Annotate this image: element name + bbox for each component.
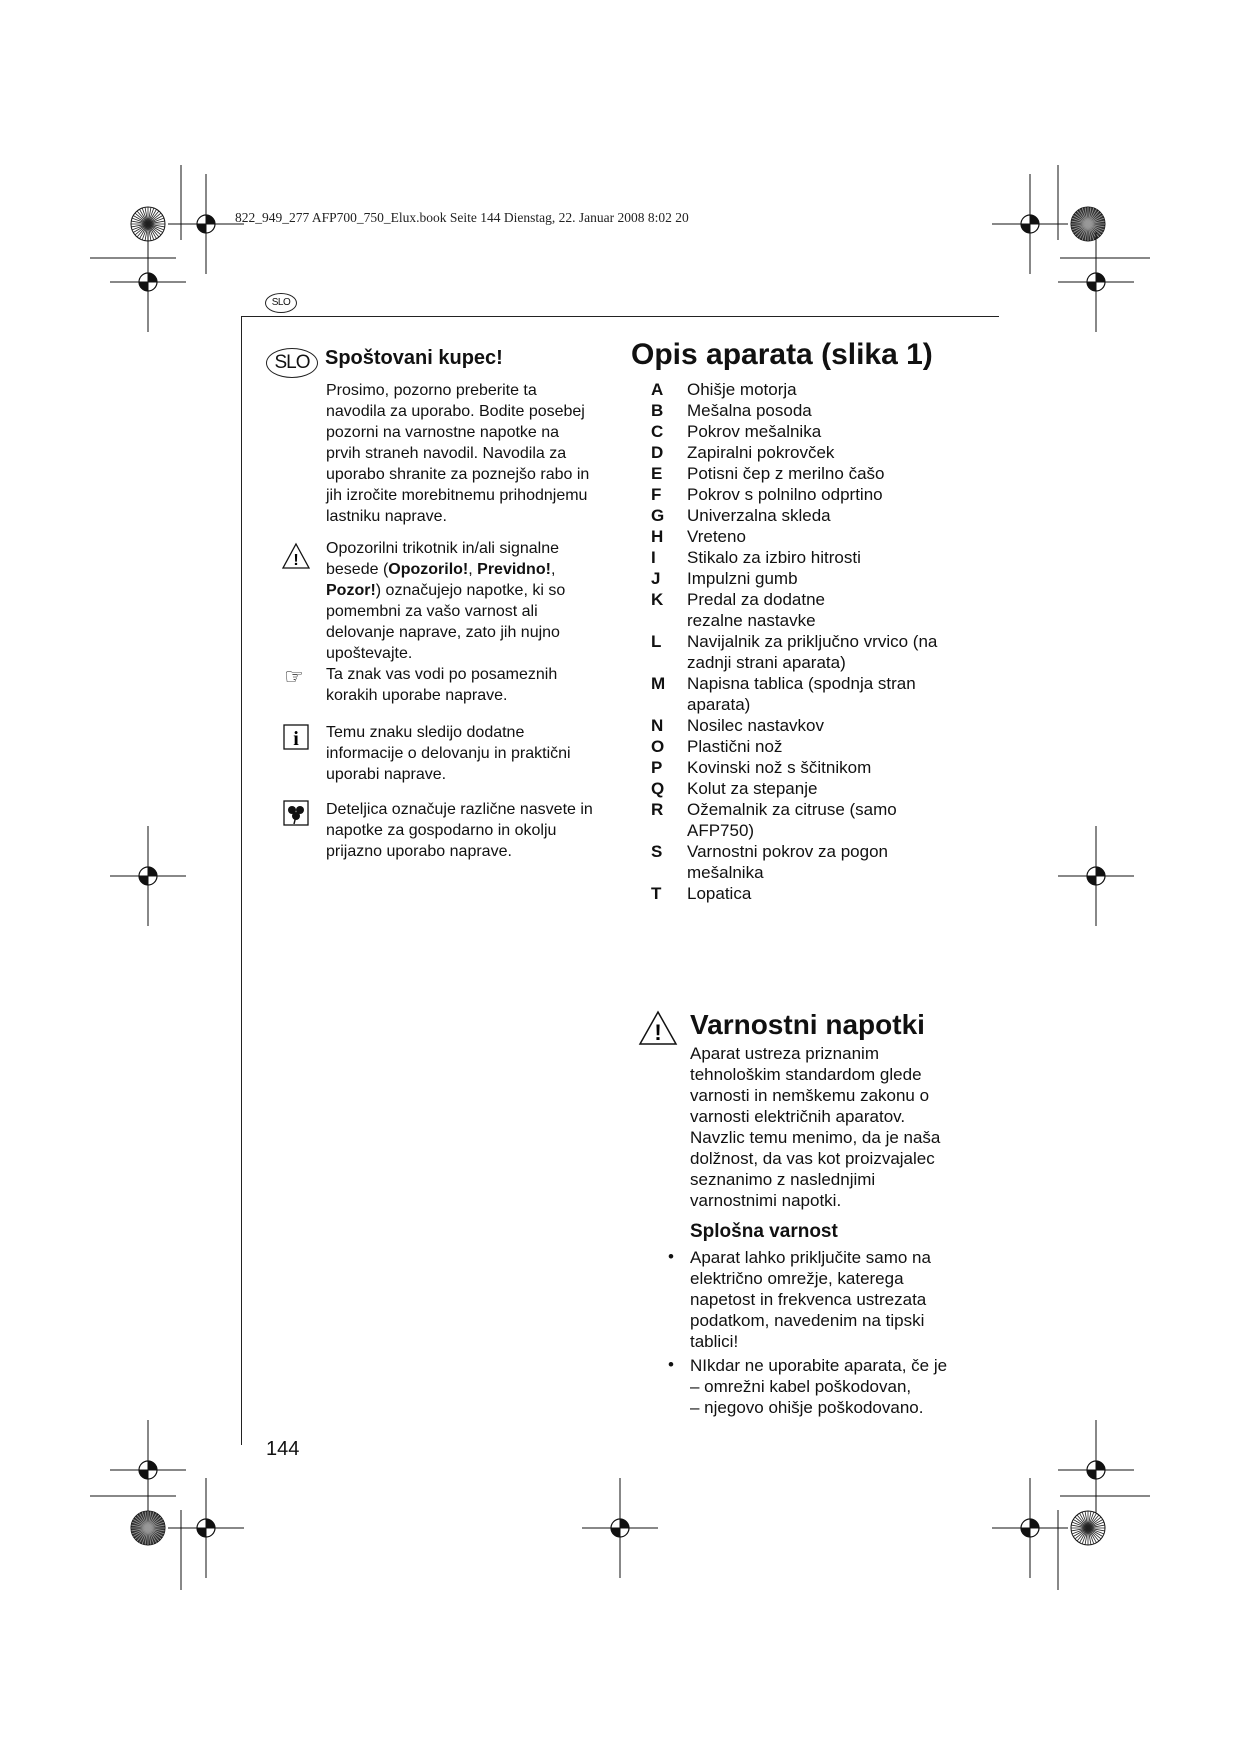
note-line: napotke za gospodarno in okolju <box>326 822 557 839</box>
language-badge-small: SLO <box>265 293 297 313</box>
part-letter: K <box>651 590 664 609</box>
part-label: Univerzalna skleda <box>687 506 831 525</box>
bullet-line: NIkdar ne uporabite aparata, če je <box>690 1356 948 1375</box>
intro-line: jih izročite morebitnemu prihodnjemu <box>326 487 588 504</box>
safety-subtitle: Splošna varnost <box>690 1221 838 1242</box>
intro-line: navodila za uporabo. Bodite posebej <box>326 403 585 420</box>
safety-line: tehnološkim standardom glede <box>690 1065 922 1084</box>
part-label: Lopatica <box>687 884 752 903</box>
safety-title: Varnostni napotki <box>690 1009 925 1040</box>
note-line: Temu znaku sledijo dodatne <box>326 724 525 741</box>
part-label: Potisni čep z merilno čašo <box>687 464 885 483</box>
intro-line: uporabo shranite za poznejšo rabo in <box>326 466 590 483</box>
part-label: Pokrov s polnilno odprtino <box>687 485 883 504</box>
greeting-title: Spoštovani kupec! <box>325 347 503 369</box>
intro-line: pozorni na varnostne napotke na <box>326 424 560 441</box>
part-letter: S <box>651 842 663 861</box>
bullet-item <box>690 1247 990 1352</box>
part-label: Nosilec nastavkov <box>687 716 825 735</box>
part-letter: C <box>651 422 664 441</box>
signal-word: Opozorilo! <box>388 561 469 578</box>
intro-line: prvih straneh navodil. Navodila za <box>326 445 567 462</box>
safety-line: seznanimo z naslednjimi <box>690 1170 876 1189</box>
signal-word: Pozor! <box>326 582 376 599</box>
header-rule <box>241 316 999 317</box>
clover-icon <box>282 800 310 831</box>
description-title: Opis aparata (slika 1) <box>631 338 933 371</box>
info-icon <box>282 724 310 755</box>
bullet-line: električno omrežje, katerega <box>690 1269 904 1288</box>
warning-note <box>326 538 626 664</box>
bullet-line: Aparat lahko priključite samo na <box>690 1248 931 1267</box>
safety-line: varnosti električnih aparatov. <box>690 1107 906 1126</box>
note-line: uporabi naprave. <box>326 766 447 783</box>
info-note <box>326 722 626 785</box>
warning-line: Opozorilni trikotnik in/ali signalne <box>326 540 559 557</box>
part-letter: A <box>651 380 664 399</box>
svg-text:!: ! <box>293 552 299 569</box>
part-letter: Q <box>651 779 665 798</box>
part-letter: R <box>651 800 664 819</box>
warning-line: upoštevajte. <box>326 645 413 662</box>
warning-line: pomembni za vašo varnost ali <box>326 603 538 620</box>
bullet-line: napetost in frekvenca ustrezata <box>690 1290 927 1309</box>
part-letter: D <box>651 443 664 462</box>
note-line: informacije o delovanju in praktični <box>326 745 571 762</box>
part-letter: O <box>651 737 665 756</box>
intro-line: Prosimo, pozorno preberite ta <box>326 382 537 399</box>
column-rule <box>241 317 242 1445</box>
note-line: Ta znak vas vodi po posameznih <box>326 666 558 683</box>
part-letter: N <box>651 716 664 735</box>
part-label: Pokrov mešalnika <box>687 422 822 441</box>
safety-line: dolžnost, da vas kot proizvajalec <box>690 1149 935 1168</box>
part-label: Mešalna posoda <box>687 401 812 420</box>
hand-note <box>326 664 626 706</box>
bullet-item <box>690 1355 1010 1418</box>
part-label: Stikalo za izbiro hitrosti <box>687 548 861 567</box>
svg-text:!: ! <box>654 1020 662 1045</box>
note-line: korakih uporabe naprave. <box>326 687 508 704</box>
part-label: Zapiralni pokrovček <box>687 443 835 462</box>
text: , <box>550 561 556 578</box>
note-line: prijazno uporabo naprave. <box>326 843 512 860</box>
warning-line <box>326 580 626 601</box>
part-letter: I <box>651 548 656 567</box>
dash-item: – omrežni kabel poškodovan, <box>690 1377 912 1396</box>
text: ) označujejo napotke, ki so <box>375 582 566 599</box>
text: , <box>468 561 478 578</box>
language-badge: SLO <box>266 348 318 378</box>
bullet-marker: • <box>668 1247 674 1266</box>
part-letter: T <box>651 884 662 903</box>
part-letter: G <box>651 506 665 525</box>
intro-paragraph <box>326 380 626 527</box>
part-label: Predal za dodatne rezalne nastavke <box>687 590 825 630</box>
part-letter: H <box>651 527 664 546</box>
part-label: Impulzni gumb <box>687 569 798 588</box>
part-label: Kovinski nož s ščitnikom <box>687 758 872 777</box>
page-number: 144 <box>266 1438 300 1460</box>
warning-line <box>326 559 626 580</box>
safety-line: varnosti in nemškemu zakonu o <box>690 1086 930 1105</box>
svg-text:i: i <box>293 728 299 750</box>
part-label: Kolut za stepanje <box>687 779 818 798</box>
bullet-line: tablici! <box>690 1332 739 1351</box>
note-line: Deteljica označuje različne nasvete in <box>326 801 593 818</box>
part-letter: E <box>651 464 663 483</box>
part-label: Plastični nož <box>687 737 783 756</box>
intro-line: lastniku naprave. <box>326 508 447 525</box>
dash-item: – njegovo ohišje poškodovano. <box>690 1398 924 1417</box>
part-label: Navijalnik za priključno vrvico (na zadnji strani aparata) <box>687 632 938 672</box>
part-label: Napisna tablica (spodnja stran aparata) <box>687 674 916 714</box>
part-letter: J <box>651 569 661 588</box>
bullet-line: podatkom, navedenim na tipski <box>690 1311 925 1330</box>
part-label: Ohišje motorja <box>687 380 797 399</box>
part-letter: L <box>651 632 662 651</box>
part-letter: M <box>651 674 666 693</box>
safety-line: Aparat ustreza priznanim <box>690 1044 879 1063</box>
safety-line: varnostnimi napotki. <box>690 1191 842 1210</box>
warning-triangle-icon <box>281 542 309 575</box>
part-label: Ožemalnik za citruse (samo AFP750) <box>687 800 897 840</box>
part-letter: P <box>651 758 663 777</box>
part-label: Varnostni pokrov za pogon mešalnika <box>687 842 888 882</box>
safety-line: Navzlic temu menimo, da je naša <box>690 1128 941 1147</box>
pointing-hand-icon: ☞ <box>284 664 304 689</box>
print-header: 822_949_277 AFP700_750_Elux.book Seite 144 Dienstag, 22. Januar 2008 8:02 20 <box>235 210 689 225</box>
text: besede ( <box>326 561 389 578</box>
signal-word: Previdno! <box>477 561 551 578</box>
warning-triangle-icon <box>638 1010 678 1051</box>
part-letter: B <box>651 401 664 420</box>
part-label: Vreteno <box>687 527 746 546</box>
warning-line: delovanje naprave, zato jih nujno <box>326 624 560 641</box>
bullet-marker: • <box>668 1355 674 1374</box>
safety-intro <box>690 1043 990 1211</box>
part-letter: F <box>651 485 662 504</box>
eco-note <box>326 799 626 862</box>
